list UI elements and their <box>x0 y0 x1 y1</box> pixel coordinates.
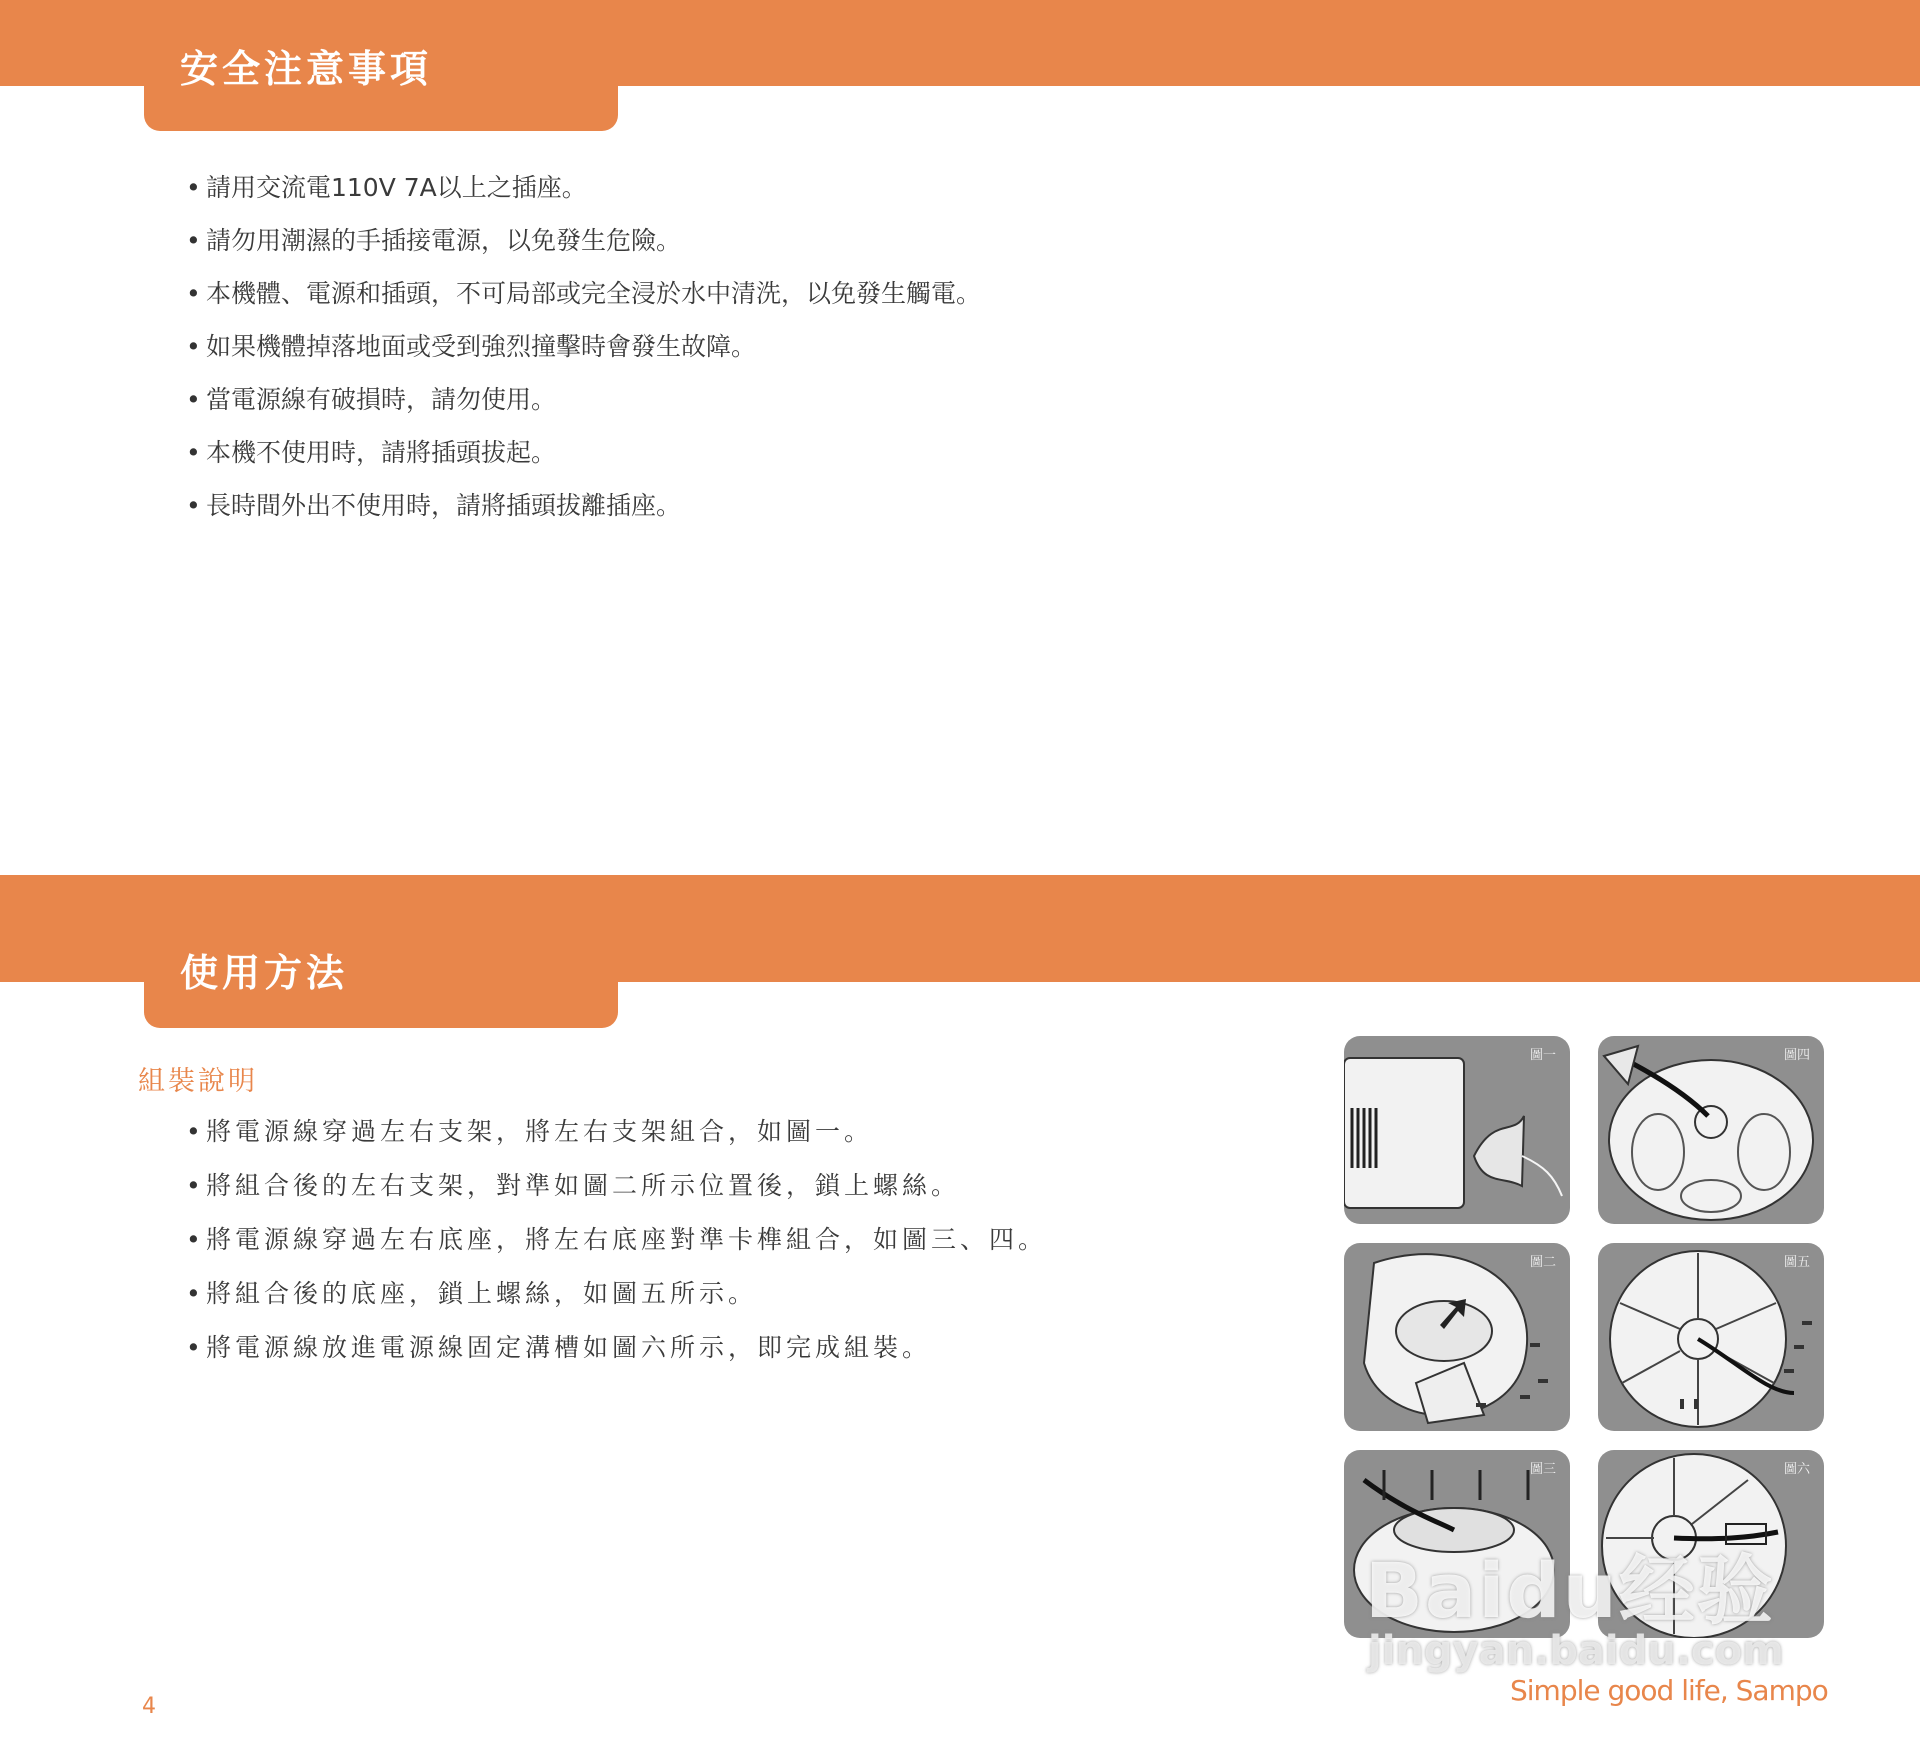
baidu-watermark: Baidu经验 <box>1365 1546 1775 1635</box>
figure-6-label: 圖六 <box>1783 1462 1810 1477</box>
safety-item: • 本機不使用時，請將插頭拔起。 <box>188 426 981 479</box>
page-number: 4 <box>142 1694 156 1719</box>
safety-item: • 當電源線有破損時，請勿使用。 <box>188 373 981 426</box>
figure-1-label: 圖一 <box>1529 1048 1556 1063</box>
figure-4-label: 圖四 <box>1783 1048 1810 1063</box>
brand-slogan: Simple good life, Sampo <box>1510 1674 1828 1707</box>
usage-title: 使用方法 <box>180 951 349 995</box>
figure-5 <box>1598 1243 1824 1431</box>
base-top-illustration <box>1598 1036 1824 1224</box>
safety-item: • 本機體、電源和插頭，不可局部或完全浸於水中清洗，以免發生觸電。 <box>188 267 981 320</box>
safety-item: • 請用交流電110V 7A以上之插座。 <box>188 161 981 214</box>
figure-5-label: 圖五 <box>1783 1255 1810 1270</box>
safety-item: • 請勿用潮濕的手插接電源，以免發生危險。 <box>188 214 981 267</box>
assembly-step: • 將組合後的底座，鎖上螺絲，如圖五所示。 <box>188 1267 1047 1321</box>
base-bottom-screws-illustration <box>1598 1243 1824 1431</box>
assembly-list <box>188 1105 1047 1375</box>
assembly-step: • 將電源線穿過左右支架，將左右支架組合，如圖一。 <box>188 1105 1047 1159</box>
bracket-screw-illustration <box>1344 1243 1570 1431</box>
assembly-subheading: 組裝說明 <box>138 1066 258 1097</box>
safety-item: • 長時間外出不使用時，請將插頭拔離插座。 <box>188 479 981 532</box>
safety-item: • 如果機體掉落地面或受到強烈撞擊時會發生故障。 <box>188 320 981 373</box>
figure-3-label: 圖三 <box>1529 1462 1556 1477</box>
assembly-step: • 將電源線穿過左右底座，將左右底座對準卡榫組合，如圖三、四。 <box>188 1213 1047 1267</box>
stand-assembly-illustration <box>1344 1036 1570 1224</box>
figure-4 <box>1598 1036 1824 1224</box>
safety-list <box>188 161 981 532</box>
safety-title: 安全注意事項 <box>180 47 433 91</box>
assembly-step: • 將電源線放進電源線固定溝槽如圖六所示，即完成組裝。 <box>188 1321 1047 1375</box>
figure-2 <box>1344 1243 1570 1431</box>
figure-2-label: 圖二 <box>1529 1255 1556 1270</box>
figure-1 <box>1344 1036 1570 1224</box>
baidu-watermark-url: jingyan.baidu.com <box>1368 1628 1784 1674</box>
assembly-step: • 將組合後的左右支架，對準如圖二所示位置後，鎖上螺絲。 <box>188 1159 1047 1213</box>
